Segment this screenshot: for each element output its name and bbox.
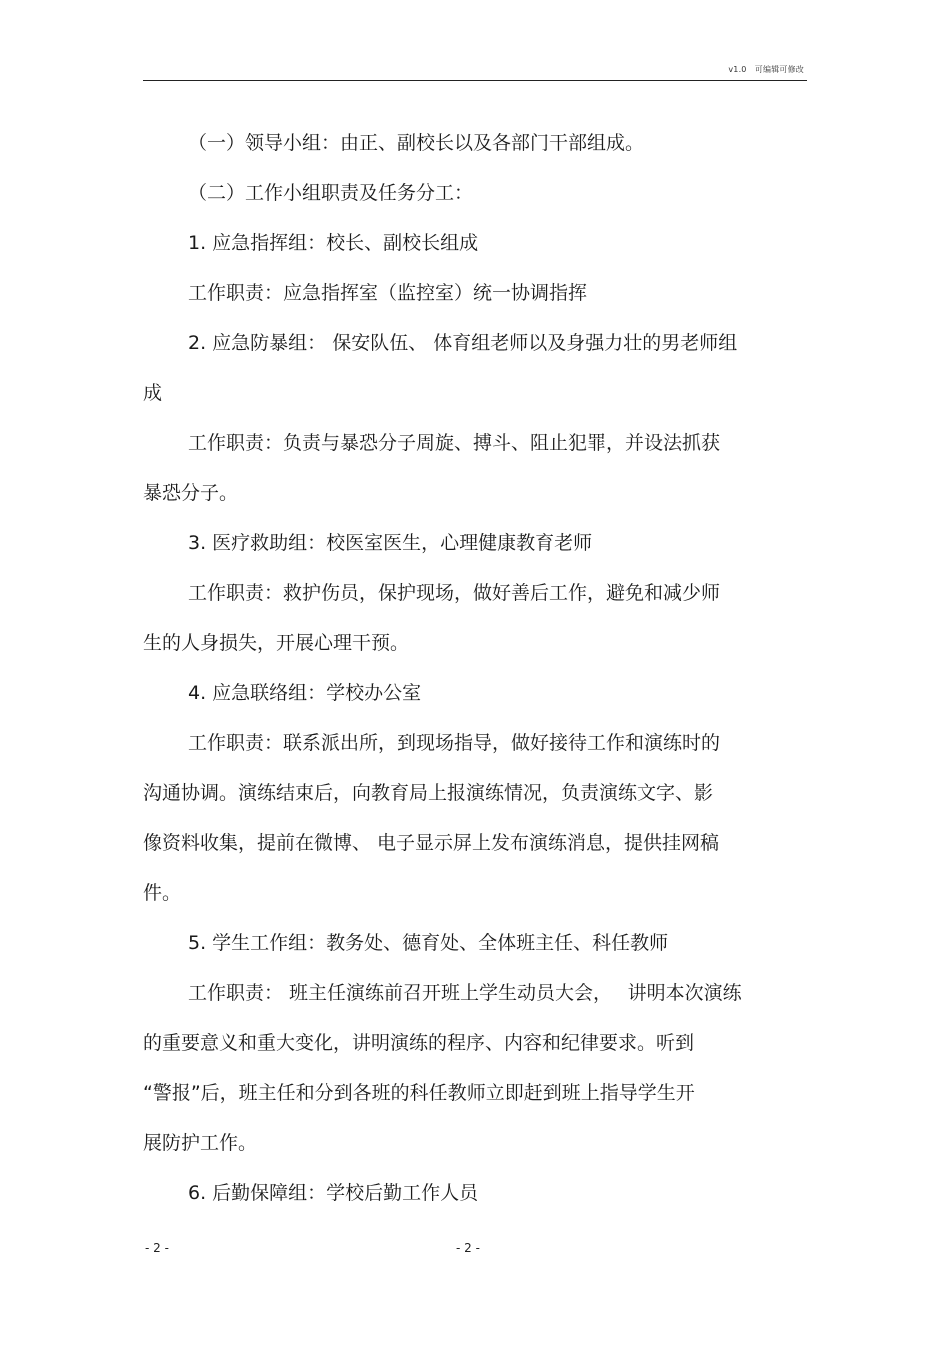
paragraph-line: 4. 应急联络组：学校办公室 xyxy=(188,682,422,704)
paragraph-line: 工作职责： 班主任演练前召开班上学生动员大会， 讲明本次演练 xyxy=(188,982,742,1004)
paragraph-line: 成 xyxy=(143,382,163,404)
paragraph-line: 的重要意义和重大变化，讲明演练的程序、内容和纪律要求。听到 xyxy=(143,1032,695,1054)
paragraph-line: 1. 应急指挥组：校长、副校长组成 xyxy=(188,232,479,254)
paragraph-line: 工作职责：救护伤员，保护现场，做好善后工作，避免和减少师 xyxy=(188,582,721,604)
paragraph-line: 3. 医疗救助组：校医室医生，心理健康教育老师 xyxy=(188,532,593,554)
paragraph-line: 6. 后勤保障组：学校后勤工作人员 xyxy=(188,1182,479,1204)
paragraph-line: 生的人身损失，开展心理干预。 xyxy=(143,632,410,654)
paragraph-line: “警报”后，班主任和分到各班的科任教师立即赶到班上指导学生开 xyxy=(143,1082,695,1104)
paragraph-line: 暴恐分子。 xyxy=(143,482,239,504)
paragraph-line: 沟通协调。演练结束后，向教育局上报演练情况，负责演练文字、影 xyxy=(143,782,714,804)
paragraph-line: 2. 应急防暴组： 保安队伍、 体育组老师以及身强力壮的男老师组 xyxy=(188,332,738,354)
paragraph-line: 工作职责：负责与暴恐分子周旋、搏斗、阻止犯罪，并设法抓获 xyxy=(188,432,721,454)
paragraph-line: 5. 学生工作组：教务处、德育处、全体班主任、科任教师 xyxy=(188,932,669,954)
paragraph-line: 工作职责：应急指挥室（监控室）统一协调指挥 xyxy=(188,282,588,304)
paragraph-line: （一）领导小组：由正、副校长以及各部门干部组成。 xyxy=(188,132,645,154)
header-version-note: v1.0 可编辑可修改 xyxy=(728,65,804,74)
header-rule xyxy=(143,80,807,81)
paragraph-line: （二）工作小组职责及任务分工： xyxy=(188,182,474,204)
paragraph-line: 像资料收集，提前在微博、 电子显示屏上发布演练消息，提供挂网稿 xyxy=(143,832,720,854)
footer-page-number-left: - 2 - xyxy=(145,1241,169,1255)
footer-page-number-center: - 2 - xyxy=(456,1241,480,1255)
paragraph-line: 展防护工作。 xyxy=(143,1132,258,1154)
paragraph-line: 件。 xyxy=(143,882,182,904)
paragraph-line: 工作职责：联系派出所，到现场指导，做好接待工作和演练时的 xyxy=(188,732,721,754)
